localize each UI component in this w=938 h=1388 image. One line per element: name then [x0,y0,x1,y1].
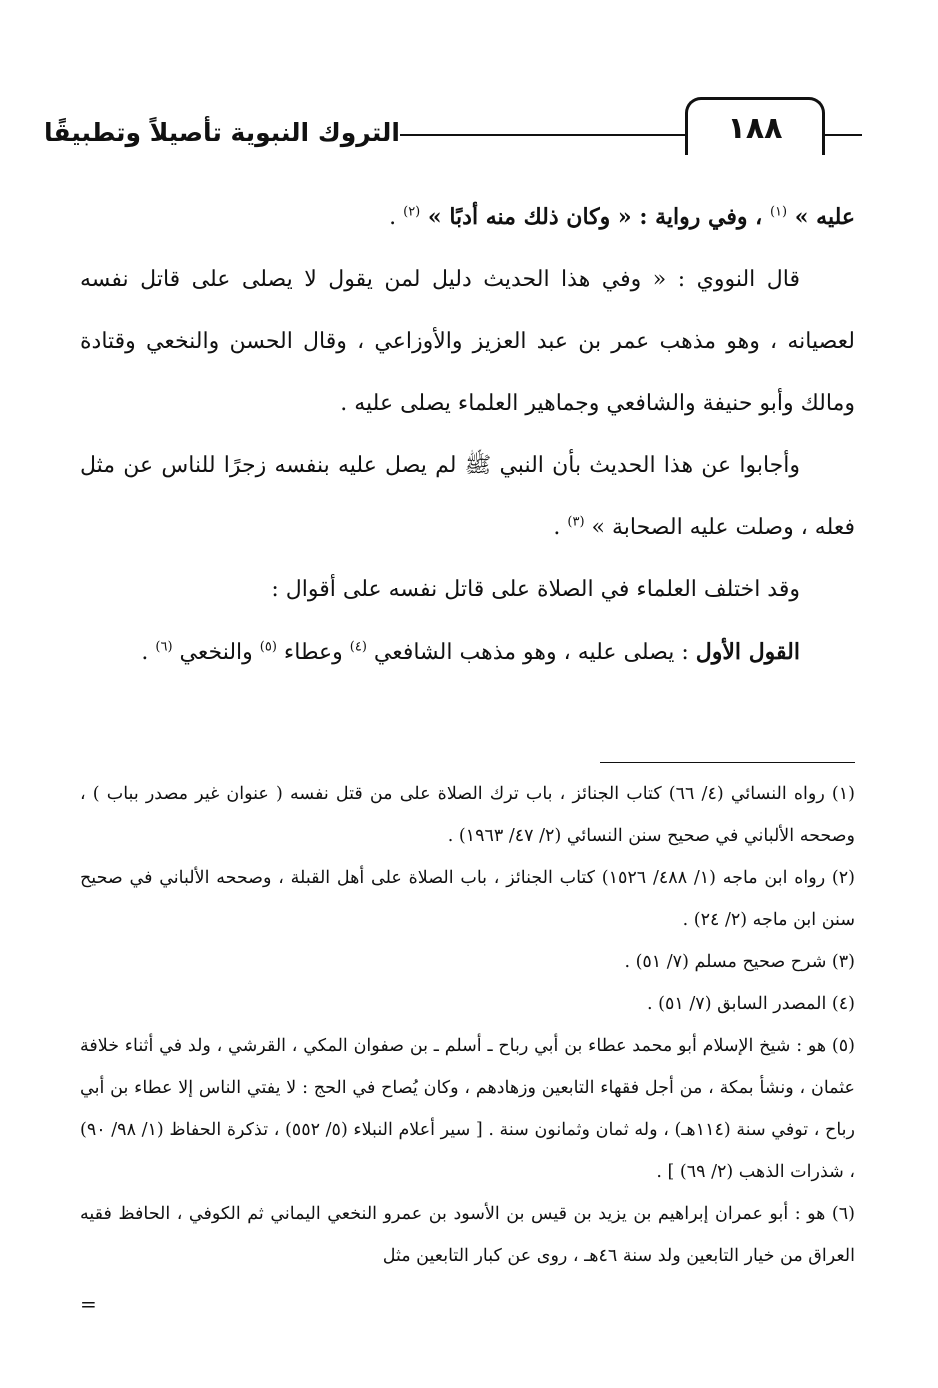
paragraph-2: قال النووي : « وفي هذا الحديث دليل لمن يقول لا يصلى على قاتل نفسه لعصيانه ، وهو مذهب عمر بن عبد العزيز والأوزاعي ، وقال الحسن والنخعي وقتادة ومالك وأبو حنيفة والشافعي وجماهير العلماء يصلى عليه . [80,267,855,416]
paragraph-1 [80,186,855,249]
footnote-ref-1: (١) [769,204,788,220]
p1-mid: ، وفي رواية : « وكان ذلك منه أدبًا » [420,204,770,230]
first-opinion-label: القول الأول [695,639,800,665]
p1-end: . [389,205,404,230]
footnote-ref-5: (٥) [259,639,277,655]
footnote-ref-4: (٤) [349,639,367,655]
page-number: ١٨٨ [685,97,825,155]
paragraph-5 [80,621,855,684]
footnote-ref-3: (٣) [567,514,585,530]
paragraph-4: وقد اختلف العلماء في الصلاة على قاتل نفسه على أقوال : [271,577,800,602]
page-header [43,97,860,157]
footnote-2: (٢) رواه ابن ماجه (١/ ٤٨٨/ ١٥٢٦) كتاب الجنائز ، باب الصلاة على أهل القبلة ، وصححه الألباني في صحيح سنن ابن ماجه (٢/ ٢٤) . [80,868,855,930]
continuation-mark: = [80,1292,97,1316]
p5-text: : يصلى عليه ، وهو مذهب الشافعي [366,640,696,665]
footnote-6: (٦) هو : أبو عمران إبراهيم بن يزيد بن قيس بن الأسود بن عمرو النخعي اليماني ثم الكوفي ، الحافظ فقيه العراق من خيار التابعين ولد سنة ٤٦هـ ، روى عن كبار التابعين مثل [80,1204,855,1266]
footnote-5: (٥) هو : شيخ الإسلام أبو محمد عطاء بن أبي رباح ـ أسلم ـ بن صفوان المكي ، القرشي ، ولد في أثناء خلافة عثمان ، ونشأ بمكة ، من أجل فقهاء التابعين وزهادهم ، وكان يُصاح في الحج : لا يفتي الناس إلا عطاء بن أبي رباح ، توفي سنة (١١٤هـ) ، وله ثمان وثمانون سنة . [ سير أعلام النبلاء (٥/ ٥٥٢) ، تذكرة الحفاظ (١/ ٩٨/ ٩٠) ، شذرات الذهب (٢/ ٦٩) ] . [80,1036,855,1182]
p5-mid: وعطاء [276,640,350,665]
p5-mid2: والنخعي [172,640,260,665]
p1-text: عليه » [787,204,855,230]
main-text [80,186,855,684]
footnote-4: (٤) المصدر السابق (٧/ ٥١) . [647,994,855,1014]
header-rule-right [825,134,862,136]
p5-end: . [141,640,156,665]
footnote-1: (١) رواه النسائي (٤/ ٦٦) كتاب الجنائز ، باب ترك الصلاة على من قتل نفسه ( عنوان غير مصدر بباب ) ، وصححه الألباني في صحيح سنن النسائي (٢/ ٤٧/ ١٩٦٣) . [80,784,855,846]
footnote-ref-2: (٢) [403,204,421,220]
p3-text: وأجابوا عن هذا الحديث بأن النبي ﷺ لم يصل عليه بنفسه زجرًا للناس عن مثل فعله ، وصلت عليه الصحابة » [80,453,855,540]
footnote-3: (٣) شرح صحيح مسلم (٧/ ٥١) . [624,952,855,972]
header-rule-left [400,134,685,136]
running-title: التروك النبوية تأصيلاً وتطبيقًا [43,118,400,147]
footnote-separator [600,762,855,763]
paragraph-3 [80,435,855,559]
footnote-ref-6: (٦) [155,639,173,655]
p3-end: . [553,515,568,540]
footnotes [80,773,855,1277]
